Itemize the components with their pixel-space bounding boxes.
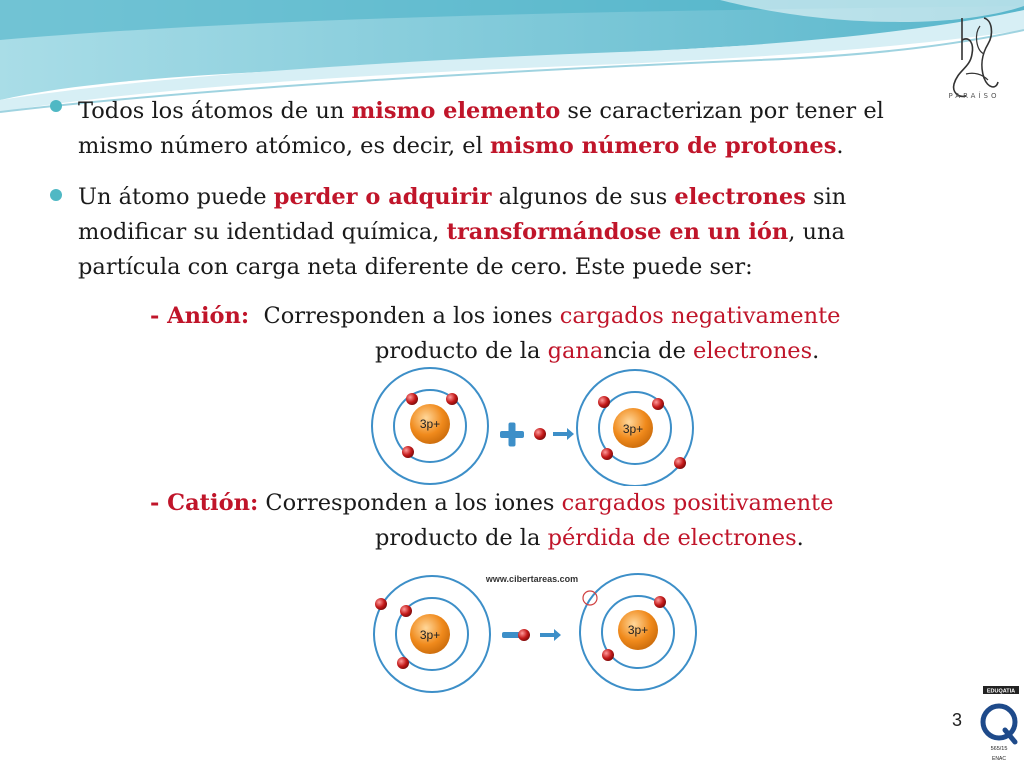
badge-code: 565/15 <box>990 746 1008 752</box>
free-electron-icon <box>518 629 530 641</box>
electron-icon <box>601 448 613 460</box>
nucleus-label: 3p+ <box>622 422 644 436</box>
highlighted-term: mismo número de protones <box>489 133 837 159</box>
cation-atom <box>580 574 696 690</box>
electron-icon <box>602 649 614 661</box>
free-electron-icon <box>534 428 546 440</box>
electron-icon <box>652 398 664 410</box>
cation-period: . <box>796 525 804 551</box>
nucleus-label: 3p+ <box>419 417 441 431</box>
cation-definition <box>150 486 950 556</box>
anion-label: - Anión: <box>150 303 250 329</box>
bullet-marker-icon <box>50 189 64 203</box>
diagram-source-label: www.cibertareas.com <box>485 574 579 584</box>
badge-title: EDUQATIA <box>986 688 1016 695</box>
electron-icon <box>375 598 387 610</box>
electron-icon <box>397 657 409 669</box>
highlighted-term: mismo elemento <box>351 98 561 124</box>
electron-icon <box>674 457 686 469</box>
cation-loss: pérdida de electrones <box>547 525 797 551</box>
anion-electrons: electrones <box>693 338 813 364</box>
nucleus-label: 3p+ <box>627 623 649 637</box>
anion-atom <box>577 370 693 486</box>
anion-text-2: producto de la <box>375 338 548 364</box>
bullet-2-text <box>78 180 938 285</box>
anion-line-2 <box>150 334 950 369</box>
highlighted-term: perder o adquirir <box>273 184 492 210</box>
anion-definition <box>150 299 950 369</box>
page-number: 3 <box>952 710 963 730</box>
arrow-right-icon <box>553 428 574 440</box>
cation-text-1: Corresponden a los iones <box>258 490 562 516</box>
electron-icon <box>598 396 610 408</box>
nucleus-label: 3p+ <box>419 628 441 642</box>
logo-caption: PARAÍSO <box>948 92 1000 100</box>
bullet-1-text <box>78 94 938 164</box>
highlighted-term: electrones <box>674 184 806 210</box>
neutral-atom <box>372 368 488 484</box>
electron-icon <box>654 596 666 608</box>
plus-icon <box>500 423 524 447</box>
certification-badge <box>975 686 1023 768</box>
electron-icon <box>446 393 458 405</box>
text-segment: sin modificar su identidad química, <box>78 184 847 245</box>
text-segment: Todos los átomos de un <box>78 98 352 124</box>
cation-text-2: producto de la <box>375 525 548 551</box>
electron-icon <box>400 605 412 617</box>
badge-caption: ENAC <box>992 756 1006 762</box>
electron-icon <box>406 393 418 405</box>
neutral-atom <box>374 576 490 692</box>
cation-label: - Catión: <box>150 490 259 516</box>
bullet-marker-icon <box>50 100 64 114</box>
anion-text-1: Corresponden a los iones <box>249 303 560 329</box>
text-segment: se caracterizan por tener el mismo número atómico, es decir, el <box>78 98 884 159</box>
anion-gain-a: gana <box>547 338 604 364</box>
anion-formation-diagram <box>360 366 705 486</box>
text-segment: . <box>836 133 844 159</box>
cation-line-2 <box>150 521 950 556</box>
anion-gain-b: ncia de <box>603 338 694 364</box>
cation-formation-diagram <box>360 568 705 694</box>
text-segment: , una partícula con carga neta diferente de cero. Este puede ser: <box>78 219 845 280</box>
text-segment: Un átomo puede <box>78 184 274 210</box>
text-segment: algunos de sus <box>491 184 675 210</box>
anion-period: . <box>812 338 820 364</box>
anion-charge: cargados negativamente <box>559 303 841 329</box>
electron-icon <box>402 446 414 458</box>
arrow-right-icon <box>540 629 561 641</box>
highlighted-term: transformándose en un ión <box>446 219 789 245</box>
cation-charge: cargados positivamente <box>561 490 834 516</box>
